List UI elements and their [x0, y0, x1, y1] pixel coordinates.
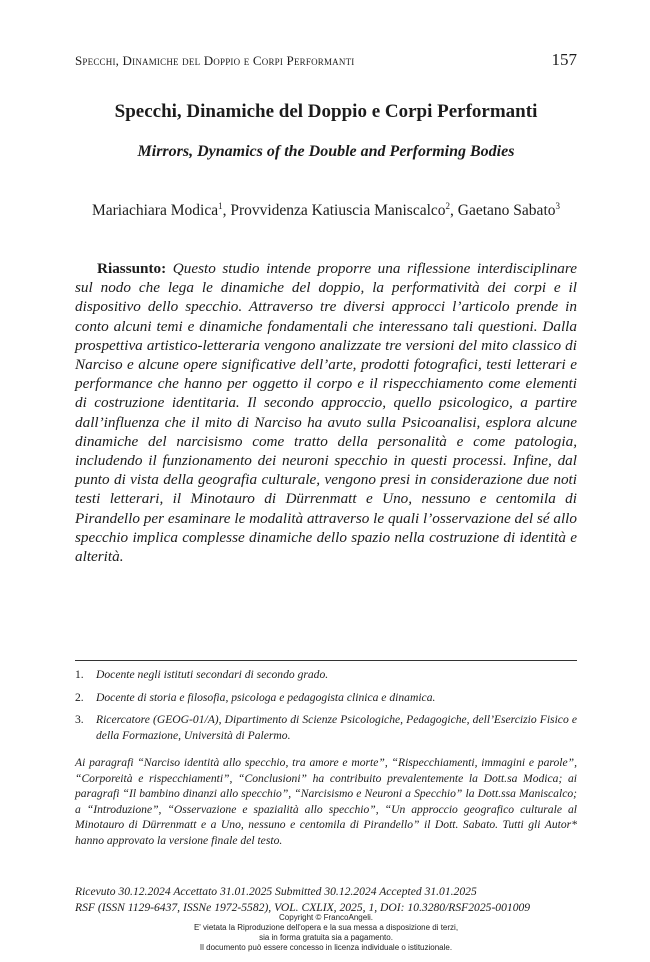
contribution-note: Ai paragrafi “Narciso identità allo specchio, tra amore e morte”, “Rispecchiamenti, immagini e parole”, “Corporeità e rispecchiamenti”, “Conclusioni” ha contribuito prevalentemente la Dott.sa Modica; ai paragrafi “Il bambino dinanzi allo specchio”, “Narcisismo e Neuroni a Specchio” la Dott.ssa Maniscalco; a “Introduzione”, “Osservazione e spazialità allo specchio”, “Un approccio geografico culturale al Minotauro di Dürrenmatt e a Uno, nessuno e centomila di Pirandello” il Dott. Sabato. Tutti gli Autor* hanno approvato la versione finale del testo.	[75, 756, 577, 847]
footnote	[75, 712, 577, 743]
author-separator: ,	[450, 202, 458, 219]
footnote-divider	[75, 660, 577, 661]
footnote-text: Ricercatore (GEOG-01/A), Dipartimento di Scienze Psicologiche, Pedagogiche, dell’Esercizio Fisico e della Formazione, Università di Palermo.	[96, 713, 577, 742]
submission-info	[75, 884, 577, 915]
received-dates: Ricevuto 30.12.2024 Accettato 31.01.2025 Submitted 30.12.2024 Accepted 31.01.2025	[75, 885, 477, 898]
copyright-line: sia in forma gratuita sia a pagamento.	[259, 933, 393, 942]
copyright-line: E' vietata la Riproduzione dell'opera e la sua messa a disposizione di terzi,	[193, 923, 459, 932]
abstract-label: Riassunto:	[97, 260, 167, 277]
author-name: Provvidenza Katiuscia Maniscalco	[230, 202, 446, 219]
footnote-text: Docente negli istituti secondari di secondo grado.	[96, 668, 329, 681]
footnote	[75, 667, 577, 683]
author-affiliation-mark: 2	[445, 200, 451, 211]
footnote-number: 2.	[75, 690, 84, 704]
footnotes	[75, 667, 577, 750]
abstract-text: Questo studio intende proporre una riflessione interdisciplinare sul nodo che lega le dinamiche del doppio, la performatività dei corpi e il dispositivo dello specchio. Attraverso tre diversi approcci l’articolo prende in conto alcuni temi e dinamiche fondamentali che interessano tali questioni. Dalla prospettiva artistico-letteraria vengono analizzate tre versioni del mito classico di Narciso e alcune opere significative dell’arte, prodotti fotografici, testi letterari e performance che hanno per oggetto il corpo e il rispecchiamento come elementi di costruzione identitaria. Il secondo approccio, quello psicologico, a partire dall’influenza che il mito di Narciso ha avuto sulla Psicoanalisi, esplora alcune dinamiche del narcisismo come tratto della personalità e come patologia, includendo il funzionamento dei neuroni specchio in questi processi. Infine, dal punto di vista della geografia culturale, vengono presi in considerazione due noti testi letterari, il Minotauro di Dürrenmatt e Uno, nessuno e centomila di Pirandello per esaminare le modalità attraverso le quali l’osservazione del sé allo specchio implica complesse dinamiche dello spazio nella costruzione di identità e alterità.	[75, 260, 577, 566]
copyright-line: Copyright © FrancoAngeli.	[279, 913, 373, 922]
paper-subtitle: Mirrors, Dynamics of the Double and Performing Bodies	[137, 143, 515, 160]
running-head	[75, 50, 577, 70]
author-list	[75, 202, 577, 220]
footnote-number: 3.	[75, 713, 84, 726]
author-separator: ,	[222, 202, 231, 219]
paper-title: Specchi, Dinamiche del Doppio e Corpi Performanti	[114, 101, 538, 122]
abstract	[75, 259, 577, 566]
author-name: Mariachiara Modica	[91, 202, 219, 219]
footnote-number: 1.	[75, 668, 84, 681]
page-number: 157	[551, 50, 577, 69]
author-affiliation-mark: 3	[555, 200, 560, 211]
copyright-notice	[75, 913, 577, 953]
running-head-title: Specchi, Dinamiche del Doppio e Corpi Performanti	[75, 53, 355, 68]
journal-citation: RSF (ISSN 1129-6437, ISSNe 1972-5582), VOL. CXLIX, 2025, 1, DOI: 10.3280/RSF2025-001009	[75, 900, 531, 914]
copyright-line: Il documento può essere concesso in licenza individuale o istituzionale.	[199, 943, 453, 952]
footnote-text: Docente di storia e filosofia, psicologa e pedagogista clinica e dinamica.	[96, 690, 436, 704]
author-affiliation-mark: 1	[218, 200, 223, 211]
author-name: Gaetano Sabato	[457, 202, 556, 219]
footnote	[75, 690, 577, 706]
